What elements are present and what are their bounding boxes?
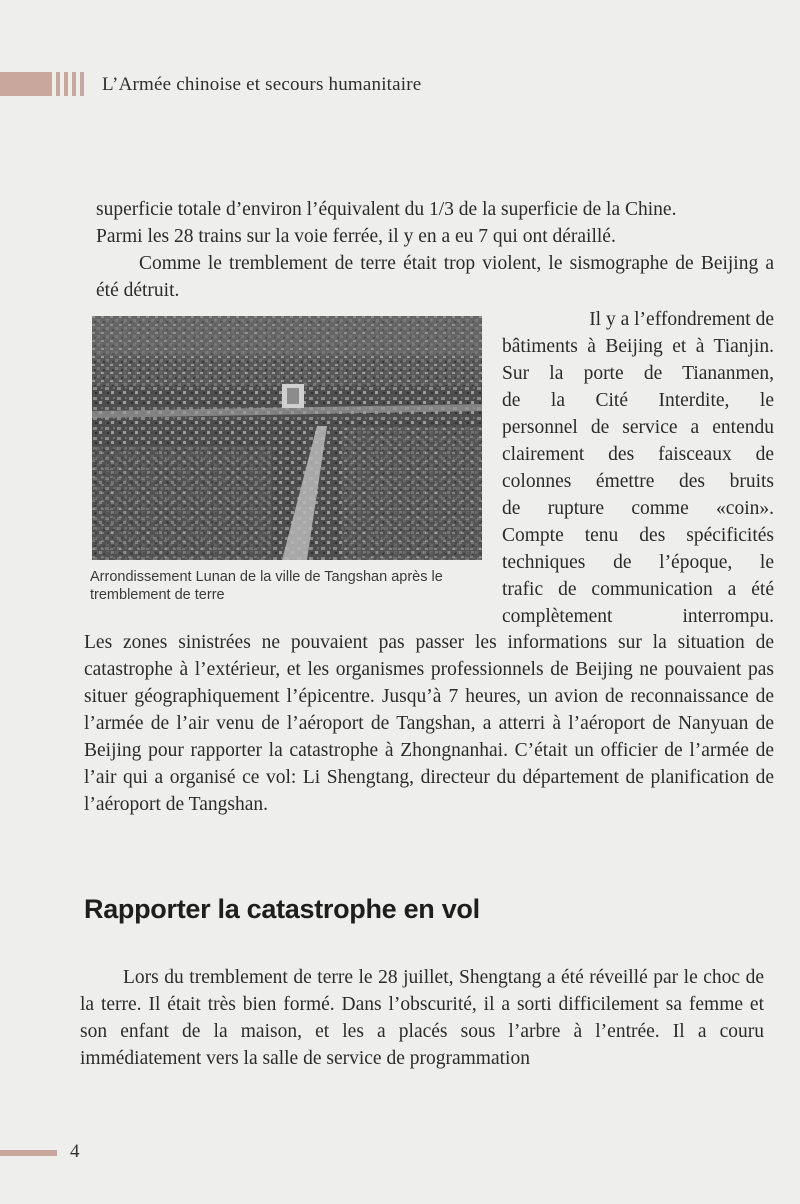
paragraph-1 (96, 196, 774, 304)
header-stripes (56, 72, 92, 96)
page-number: 4 (70, 1141, 80, 1162)
running-header-title: L’Armée chinoise et secours humanitaire (102, 74, 422, 95)
paragraph-1-line-1: superficie totale d’environ l’équivalent du 1/3 de la superficie de la Chine. (96, 199, 677, 220)
paragraph-4-text: Lors du tremblement de terre le 28 juillet, Shengtang a été réveillé par le choc de la terre. Il était très bien formé. Dans l’obscurité, il a sorti difficilement sa femme et son enfant de la maison, et les a placés sous l’arbre à l’entrée. Il a couru immédiatement vers la salle de service de programmation (80, 967, 764, 1069)
wrapped-line: Sur la porte de Tiananmen, (502, 363, 774, 384)
wrapped-line: clairement des faisceaux de (502, 444, 774, 465)
wrapped-line: Il y a l’effondrement de (589, 309, 774, 330)
photo-caption: Arrondissement Lunan de la ville de Tangshan après le tremblement de terre (90, 569, 443, 603)
wrapped-line: bâtiments à Beijing et à Tianjin. (502, 336, 774, 357)
paragraph-3-wrapped-column (502, 306, 774, 630)
wrapped-line: techniques de l’époque, le (502, 552, 774, 573)
paragraph-4 (80, 964, 764, 1072)
earthquake-aerial-photo (92, 316, 482, 560)
wrapped-line: Compte tenu des spécificités (502, 525, 774, 546)
wrapped-line: personnel de service a entendu (502, 417, 774, 438)
footer-accent-bar (0, 1150, 57, 1156)
wrapped-line: colonnes émettre des bruits (502, 471, 774, 492)
paragraph-1-line-2: Parmi les 28 trains sur la voie ferrée, il y en a eu 7 qui ont déraillé. (96, 226, 616, 247)
section-heading: Rapporter la catastrophe en vol (84, 894, 480, 924)
wrapped-line: trafic de communication a été (502, 579, 774, 600)
paragraph-3-continued: Les zones sinistrées ne pouvaient pas passer les informations sur la situation de catastrophe à l’extérieur, et les organismes professionnels de Beijing ne pouvaient pas situer géographiquement l’épicentre. Jusqu’à 7 heures, un avion de reconnaissance de l’armée de l’air venu de l’aéroport de Tangshan, a atterri à l’aéroport de Nanyuan de Beijing pour rapporter la catastrophe à Zhongnanhai. C’était un officier de l’armée de l’air qui a organisé ce vol: Li Shengtang, directeur du département de planification de l’aéroport de Tangshan. (84, 632, 774, 815)
wrapped-line: complètement interrompu. (502, 606, 774, 627)
wrapped-line: de rupture comme «coin». (502, 498, 774, 519)
wrapped-line: de la Cité Interdite, le (502, 390, 774, 411)
paragraph-2: Comme le tremblement de terre était trop violent, le sismographe de Beijing a été détruit. (96, 253, 774, 301)
header-accent-bar (0, 72, 52, 96)
